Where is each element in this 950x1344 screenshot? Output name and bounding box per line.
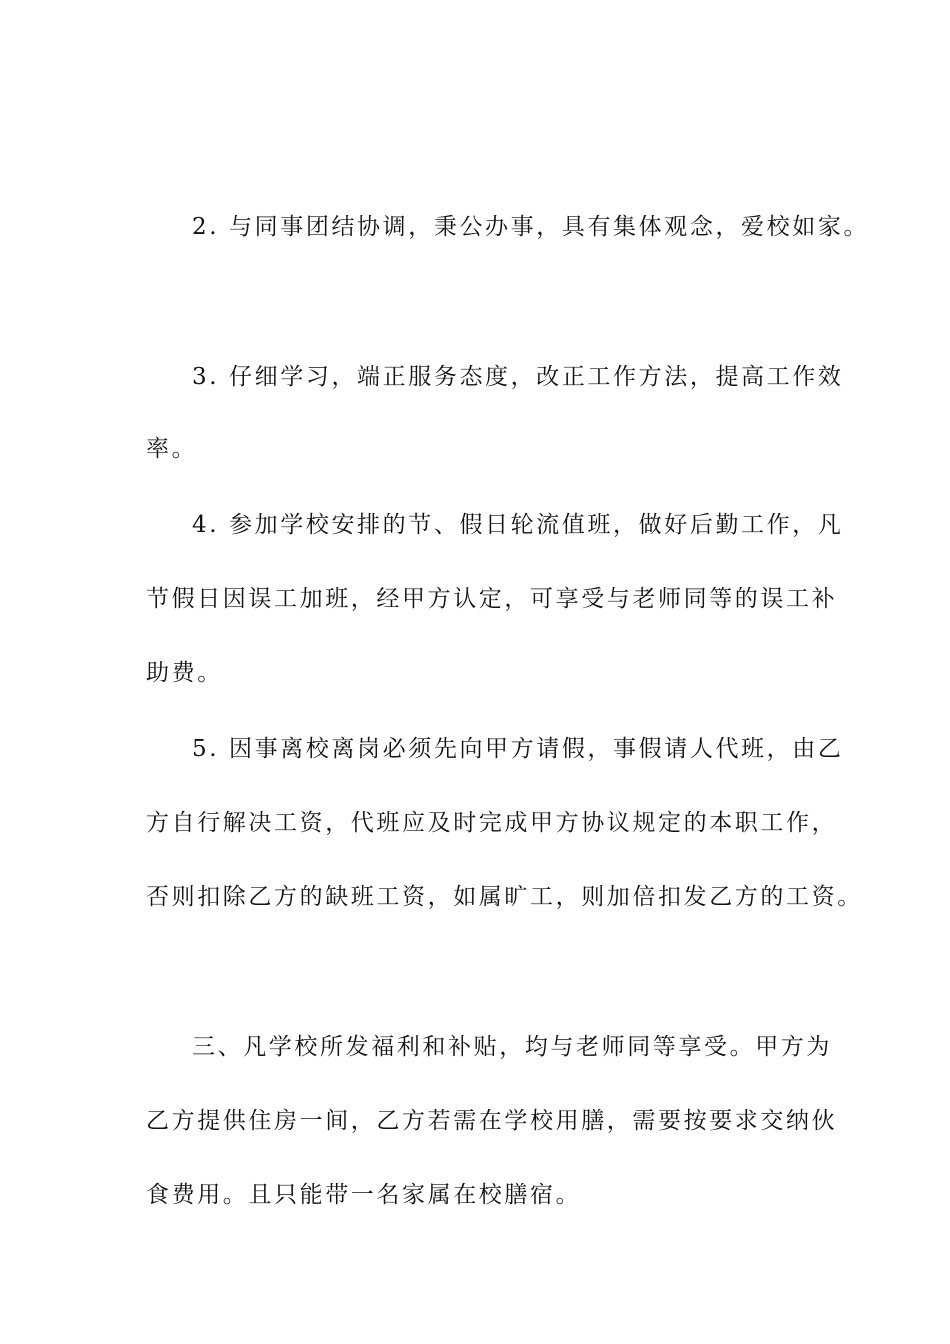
paragraph-5-line-2: 方自行解决工资，代班应及时完成甲方协议规定的本职工作，: [146, 810, 838, 836]
paragraph-4-line-3: 助费。: [146, 660, 223, 686]
paragraph-5-line-1: 5. 因事离校离岗必须先向甲方请假，事假请人代班，由乙: [192, 736, 844, 762]
section-3-line-2: 乙方提供住房一间，乙方若需在学校用膳，需要按要求交纳伙: [146, 1108, 838, 1134]
section-3-line-1: 三、凡学校所发福利和补贴，均与老师同等享受。甲方为: [192, 1034, 832, 1060]
section-3-line-3: 食费用。且只能带一名家属在校膳宿。: [146, 1182, 582, 1208]
paragraph-3-line-2: 率。: [146, 436, 198, 462]
paragraph-5-line-3: 否则扣除乙方的缺班工资，如属旷工，则加倍扣发乙方的工资。: [146, 884, 863, 910]
paragraph-3-line-1: 3. 仔细学习，端正服务态度，改正工作方法，提高工作效: [192, 364, 844, 390]
paragraph-2-line-1: 2. 与同事团结协调，秉公办事，具有集体观念，爱校如家。: [192, 214, 870, 240]
paragraph-4-line-2: 节假日因误工加班，经甲方认定，可享受与老师同等的误工补: [146, 586, 838, 612]
paragraph-4-line-1: 4. 参加学校安排的节、假日轮流值班，做好后勤工作，凡: [192, 512, 844, 538]
